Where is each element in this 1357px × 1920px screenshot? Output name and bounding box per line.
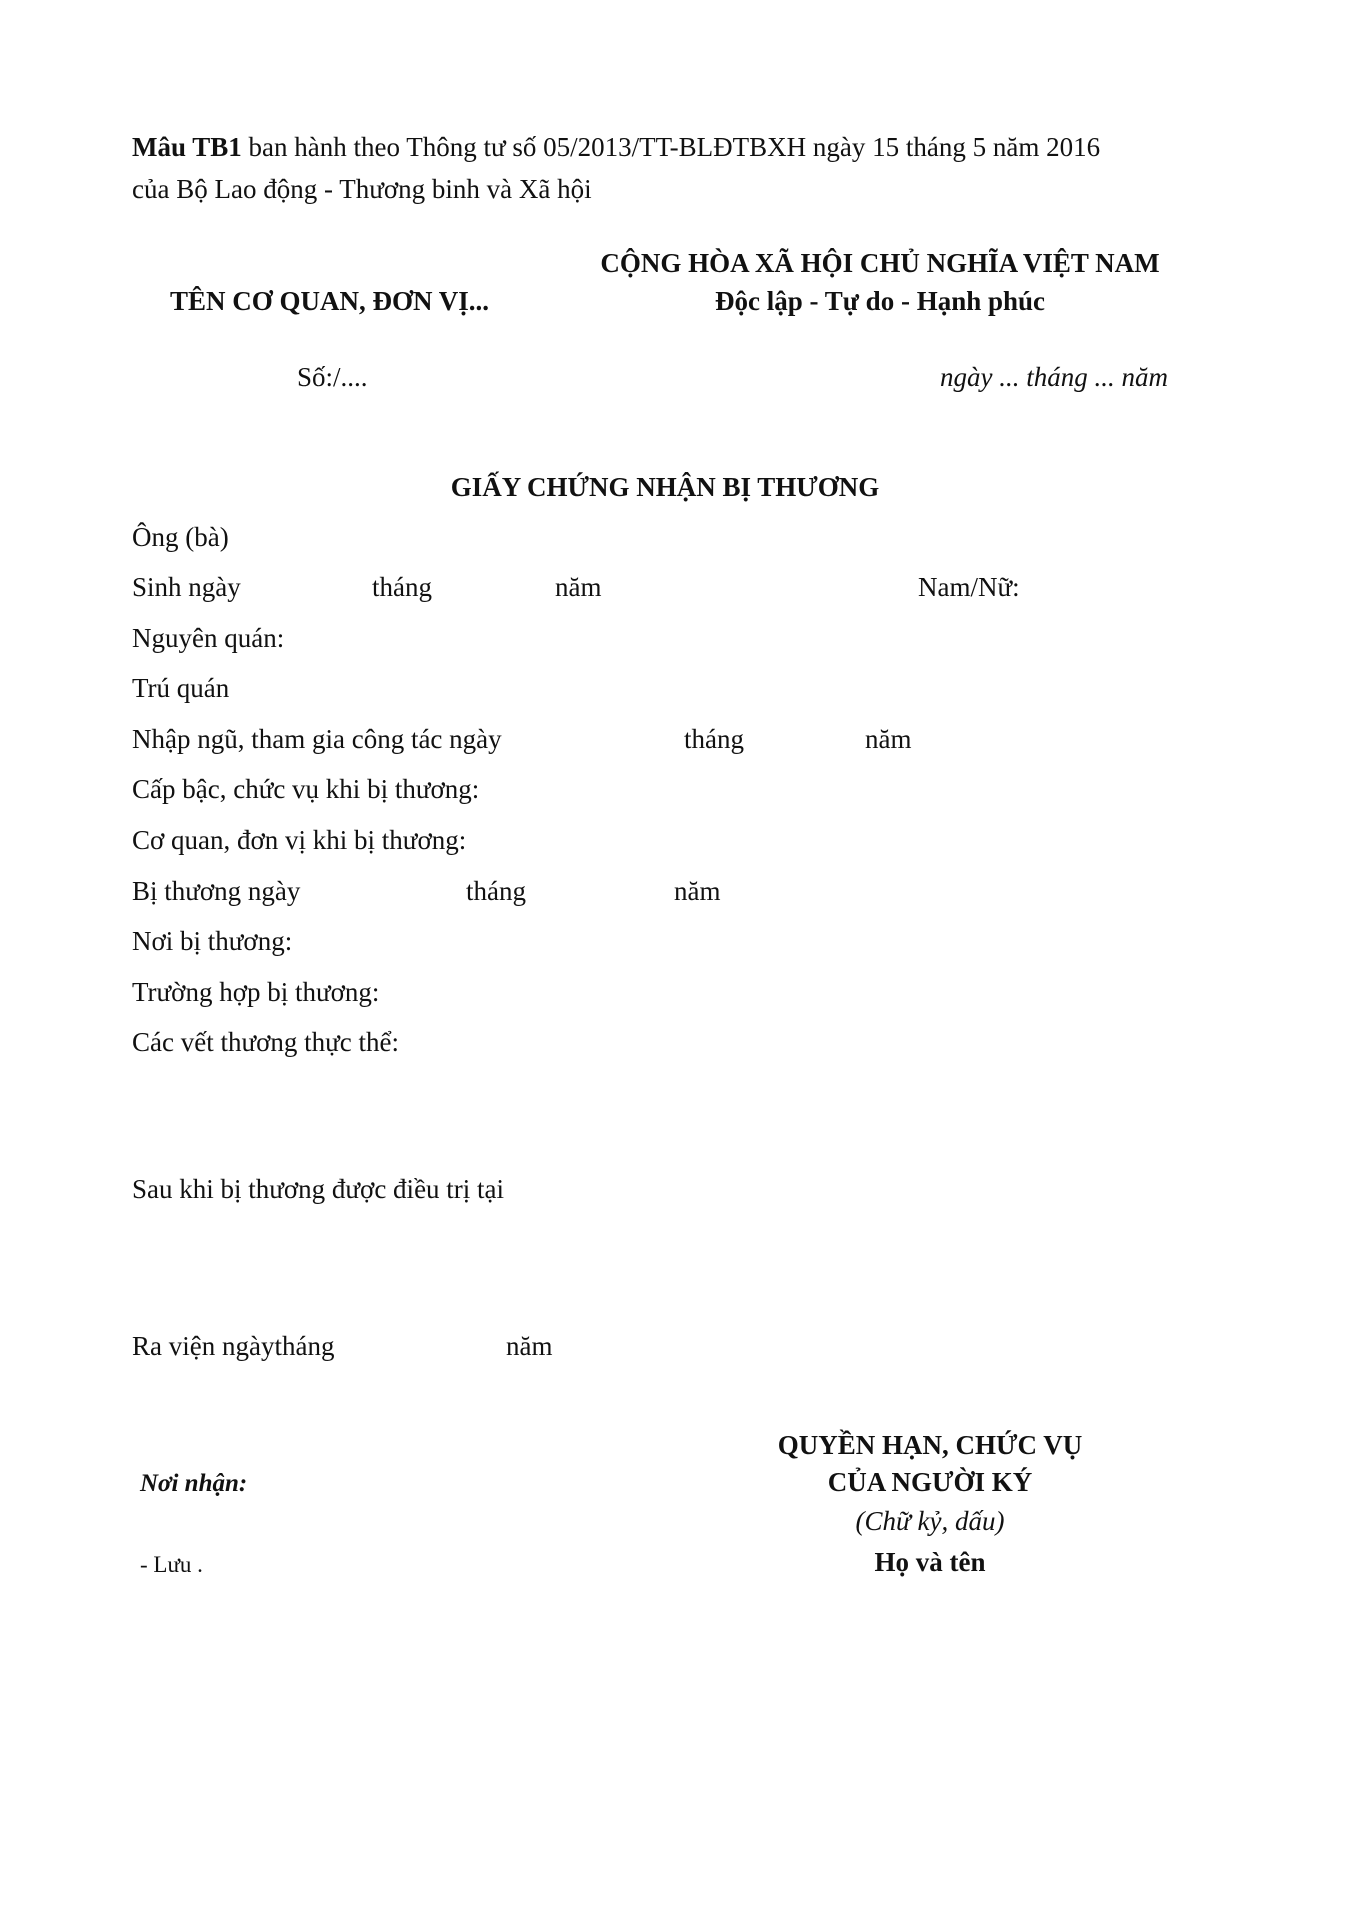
field-injury-case: Trường hợp bị thương: [132, 977, 380, 1007]
field-injury-year: năm [674, 876, 721, 906]
field-treated-at: Sau khi bị thương được điều trị tại [132, 1174, 505, 1204]
signer-name: Họ và tên [874, 1547, 986, 1577]
field-birth-year: năm [555, 572, 602, 602]
field-birth-month: tháng [372, 572, 432, 602]
field-wounds: Các vết thương thực thể: [132, 1027, 399, 1057]
field-injury-month: tháng [466, 876, 526, 906]
recipients-label: Nơi nhận: [140, 1470, 248, 1497]
field-gender: Nam/Nữ: [918, 572, 1020, 602]
document-title: GIẤY CHỨNG NHẬN BỊ THƯƠNG [450, 472, 880, 502]
national-motto: Độc lập - Tự do - Hạnh phúc [714, 286, 1046, 316]
signer-authority-line2: CỦA NGƯỜI KÝ [827, 1467, 1033, 1497]
field-name: Ông (bà) [132, 522, 229, 552]
field-injury-day: Bị thương ngày [132, 876, 301, 906]
field-enlist-year: năm [865, 724, 912, 754]
field-rank: Cấp bậc, chức vụ khi bị thương: [132, 774, 480, 804]
agency-name: TÊN CƠ QUAN, ĐƠN VỊ... [170, 286, 490, 316]
national-title: CỘNG HÒA XÃ HỘI CHỦ NGHĨA VIỆT NAM [600, 248, 1160, 278]
field-enlist-month: tháng [684, 724, 744, 754]
document-date: ngày ... tháng ... năm [940, 362, 1168, 392]
field-discharge-year: năm [506, 1331, 553, 1361]
field-enlist-day: Nhập ngũ, tham gia công tác ngày [132, 724, 502, 754]
field-birth-day: Sinh ngày [132, 572, 241, 602]
field-residence: Trú quán [132, 673, 230, 703]
signer-authority-line1: QUYỀN HẠN, CHỨC VỤ [777, 1430, 1083, 1460]
signature-note: (Chữ kỷ, dấu) [855, 1506, 1005, 1536]
recipients-item: - Lưu . [140, 1552, 203, 1577]
field-injury-place: Nơi bị thương: [132, 926, 293, 956]
field-hometown: Nguyên quán: [132, 623, 285, 653]
header-note-line2: của Bộ Lao động - Thương binh và Xã hội [132, 174, 592, 204]
header-note-line1 [132, 132, 1100, 163]
field-unit: Cơ quan, đơn vị khi bị thương: [132, 825, 467, 855]
header-note-text: ban hành theo Thông tư số 05/2013/TT-BLĐTBXH ngày 15 tháng 5 năm 2016 [241, 132, 1101, 162]
document-number: Số:/.... [297, 362, 368, 392]
field-discharge-daymonth: Ra viện ngàytháng [132, 1331, 335, 1361]
form-code: Mâu TB1 [132, 132, 242, 162]
